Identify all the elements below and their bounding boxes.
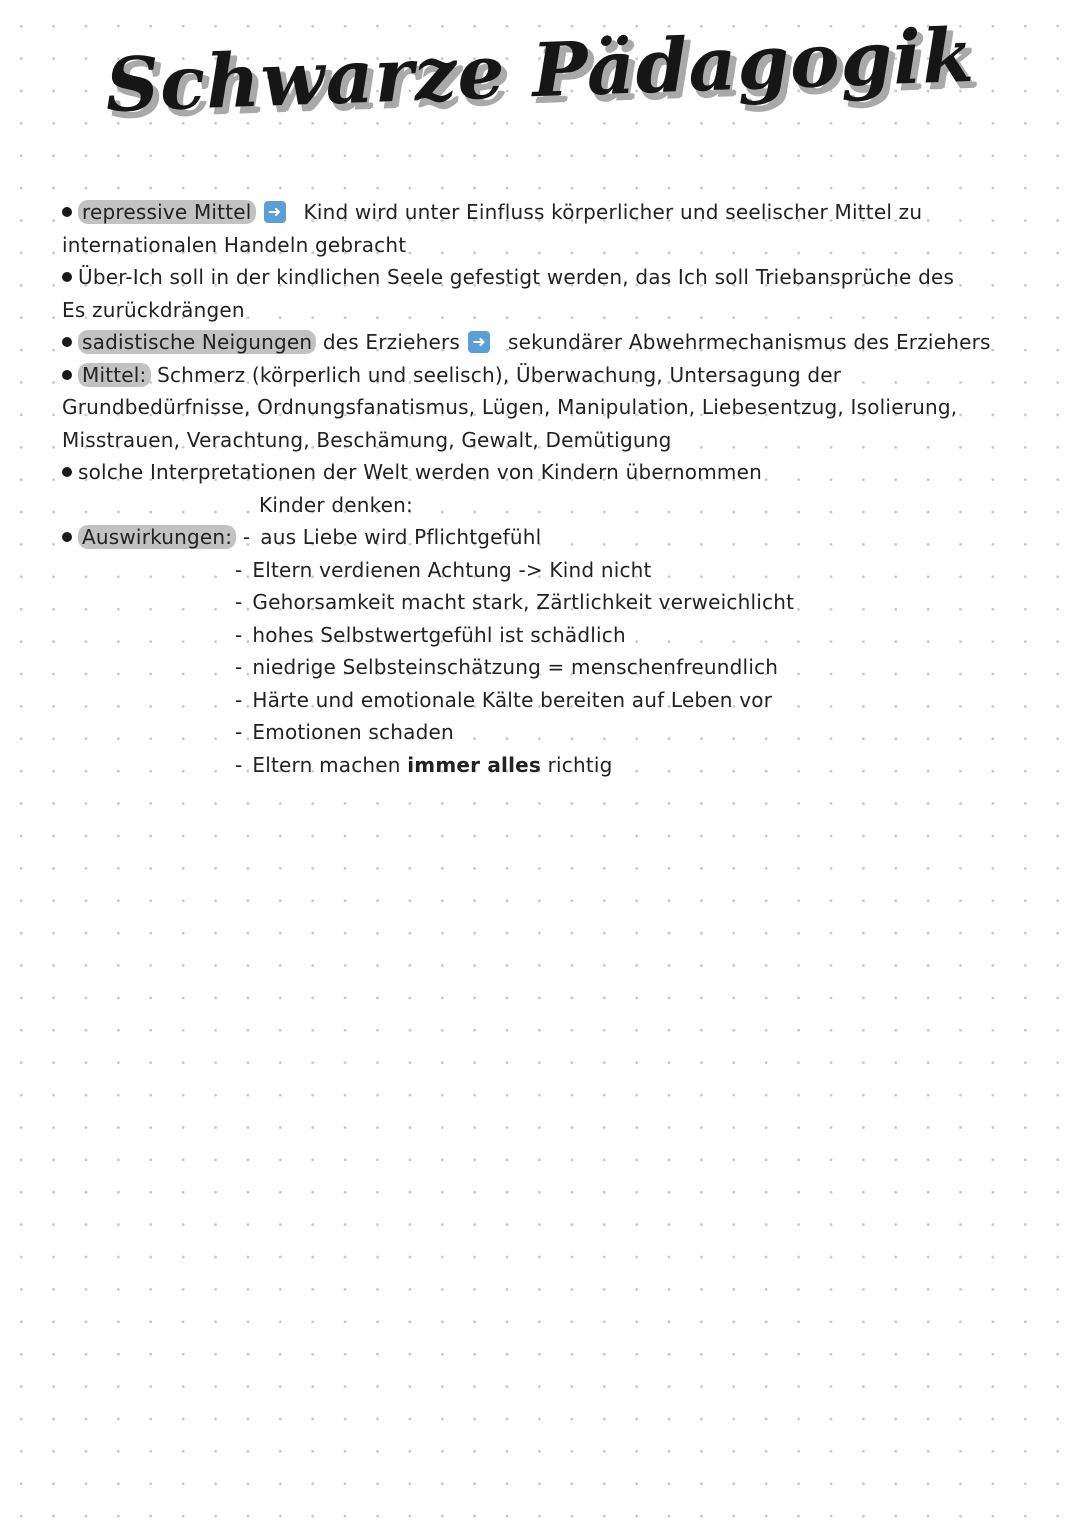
list-item: Emotionen schaden (252, 720, 454, 744)
highlight-mittel: Mittel: (78, 363, 151, 387)
highlight-auswirkungen: Auswirkungen: (78, 525, 236, 549)
page-title: Schwarze Pädagogik (104, 12, 976, 130)
list-item-pre: Eltern machen (252, 752, 401, 777)
list-item: aus Liebe wird Pflichtgefühl (260, 525, 542, 549)
bullet-text: Schmerz (körperlich und seelisch), Überwachung, Untersagung der (157, 362, 842, 387)
bullet-auswirkungen (62, 521, 1052, 554)
dash: - (242, 525, 251, 549)
list-item: hohes Selbstwertgefühl ist schädlich (252, 622, 626, 647)
auswirkung-item (62, 554, 1052, 587)
dash: - (235, 557, 243, 582)
right-arrow-icon: ➜ (468, 331, 490, 353)
kinder-denken-caption (62, 489, 1052, 522)
bullet-text: Kind wird unter Einfluss körperlicher und seelischer Mittel zu (303, 200, 923, 224)
dash: - (235, 655, 243, 679)
dash: - (235, 590, 243, 614)
highlight-repressive-mittel: repressive Mittel (78, 200, 256, 224)
bullet-dot (62, 467, 72, 477)
highlight-sadistische-neigungen: sadistische Neigungen (78, 330, 316, 354)
bullet-dot (62, 272, 72, 282)
list-item: Gehorsamkeit macht stark, Zärtlichkeit verweichlicht (252, 590, 795, 614)
list-item-post: richtig (547, 752, 613, 777)
auswirkung-item (62, 651, 1052, 684)
notes-body (62, 196, 1052, 781)
list-item: Eltern verdienen Achtung -> Kind nicht (252, 557, 652, 582)
list-item: niedrige Selbsteinschätzung = menschenfreundlich (252, 655, 779, 679)
bullet-continuation (62, 229, 1052, 262)
bullet-text: solche Interpretationen der Welt werden von Kindern übernommen (78, 460, 762, 484)
bullet-text-continuation: Es zurückdrängen (62, 297, 245, 322)
dash: - (235, 720, 243, 744)
list-item-bold: immer alles (407, 752, 542, 777)
dash: - (235, 687, 243, 712)
auswirkung-item (62, 684, 1052, 717)
bullet-mittel (62, 359, 1052, 392)
bullet-dot (62, 337, 72, 347)
bullet-dot (62, 532, 72, 542)
bullet-text-continuation: internationalen Handeln gebracht (62, 232, 407, 257)
right-arrow-icon: ➜ (264, 201, 286, 223)
dash: - (235, 752, 243, 777)
bullet-text: des Erziehers (322, 330, 461, 354)
bullet-continuation (62, 294, 1052, 327)
auswirkung-item (62, 716, 1052, 749)
bullet-repressive-mittel (62, 196, 1052, 229)
auswirkung-item (62, 619, 1052, 652)
bullet-text: sekundärer Abwehrmechanismus des Erziehers (508, 330, 991, 354)
caption-text: Kinder denken: (259, 492, 413, 517)
bullet-text-continuation: Grundbedürfnisse, Ordnungsfanatismus, Lügen, Manipulation, Liebesentzug, Isolierung, (62, 395, 958, 419)
bullet-ueber-ich (62, 261, 1052, 294)
bullet-dot (62, 207, 72, 217)
bullet-sadistische-neigungen (62, 326, 1052, 359)
bullet-interpretationen (62, 456, 1052, 489)
auswirkung-item (62, 586, 1052, 619)
auswirkung-item-last (62, 749, 1052, 782)
bullet-continuation (62, 424, 1052, 457)
dash: - (235, 622, 243, 647)
list-item: Härte und emotionale Kälte bereiten auf Leben vor (252, 687, 773, 712)
bullet-text: Über-Ich soll in der kindlichen Seele gefestigt werden, das Ich soll Triebansprüche des (78, 265, 955, 289)
bullet-continuation (62, 391, 1052, 424)
bullet-dot (62, 370, 72, 380)
bullet-text-continuation: Misstrauen, Verachtung, Beschämung, Gewalt, Demütigung (62, 427, 672, 452)
